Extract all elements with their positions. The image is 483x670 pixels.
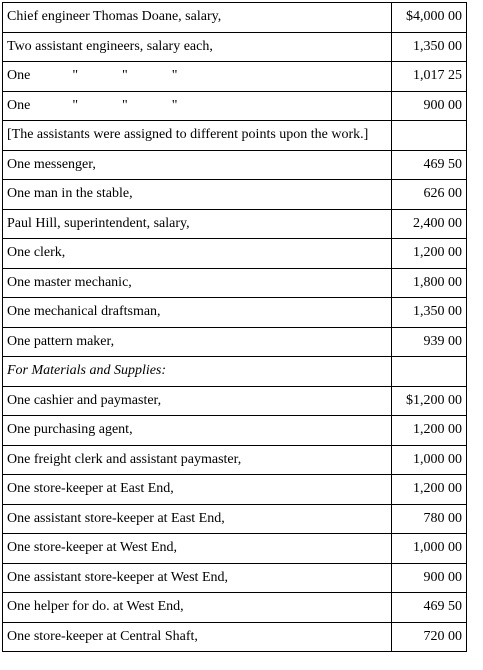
row-amount: 626 00 [392,180,467,210]
table-row [3,180,467,210]
ditto-mark: " [122,97,128,113]
row-description: One helper for do. at West End, [3,593,392,623]
row-description: One man in the stable, [3,180,392,210]
table-row [3,121,467,151]
row-amount: 900 00 [392,91,467,121]
table-row [3,386,467,416]
table-row [3,268,467,298]
row-text: One [7,68,31,84]
row-amount: 1,200 00 [392,475,467,505]
row-amount [392,357,467,387]
row-description: One store-keeper at West End, [3,534,392,564]
table-row [3,622,467,652]
row-description: One freight clerk and assistant paymaster, [3,445,392,475]
table-row [3,445,467,475]
row-amount: 1,000 00 [392,534,467,564]
table-row [3,209,467,239]
salary-table [2,2,467,652]
row-description: One assistant store-keeper at East End, [3,504,392,534]
table-row [3,416,467,446]
row-description: One clerk, [3,239,392,269]
ditto-mark: " [72,97,79,113]
row-amount: 469 50 [392,150,467,180]
row-description: Two assistant engineers, salary each, [3,32,392,62]
row-amount: 720 00 [392,622,467,652]
table-row [3,62,467,92]
ditto-mark: " [122,68,128,84]
row-amount [392,121,467,151]
table-row [3,32,467,62]
row-amount: 1,017 25 [392,62,467,92]
row-amount: 1,200 00 [392,239,467,269]
row-description: One assistant store-keeper at West End, [3,563,392,593]
row-amount: 1,350 00 [392,32,467,62]
row-description [3,62,392,92]
row-description: One mechanical draftsman, [3,298,392,328]
row-amount: 1,200 00 [392,416,467,446]
row-description: Chief engineer Thomas Doane, salary, [3,3,392,33]
row-description: One store-keeper at East End, [3,475,392,505]
row-description [3,91,392,121]
table-row [3,3,467,33]
ditto-mark: " [171,68,178,84]
row-amount: $1,200 00 [392,386,467,416]
row-amount: 1,000 00 [392,445,467,475]
row-amount: 900 00 [392,563,467,593]
row-amount: 469 50 [392,593,467,623]
row-amount: 939 00 [392,327,467,357]
table-row [3,563,467,593]
row-amount: $4,000 00 [392,3,467,33]
table-row [3,91,467,121]
row-amount: 2,400 00 [392,209,467,239]
row-amount: 780 00 [392,504,467,534]
row-text: One [7,97,31,113]
row-description: One cashier and paymaster, [3,386,392,416]
row-amount: 1,800 00 [392,268,467,298]
table-row [3,298,467,328]
table-row [3,327,467,357]
section-heading: For Materials and Supplies: [3,357,392,387]
table-row [3,534,467,564]
table-row [3,150,467,180]
section-heading-row [3,357,467,387]
table-row [3,504,467,534]
row-description: One purchasing agent, [3,416,392,446]
ditto-mark: " [72,68,79,84]
row-description: Paul Hill, superintendent, salary, [3,209,392,239]
row-description: One master mechanic, [3,268,392,298]
table-row [3,239,467,269]
row-description: [The assistants were assigned to different points upon the work.] [3,121,392,151]
ditto-mark: " [171,97,178,113]
table-row [3,593,467,623]
row-description: One store-keeper at Central Shaft, [3,622,392,652]
row-description: One messenger, [3,150,392,180]
row-description: One pattern maker, [3,327,392,357]
row-amount: 1,350 00 [392,298,467,328]
table-row [3,475,467,505]
